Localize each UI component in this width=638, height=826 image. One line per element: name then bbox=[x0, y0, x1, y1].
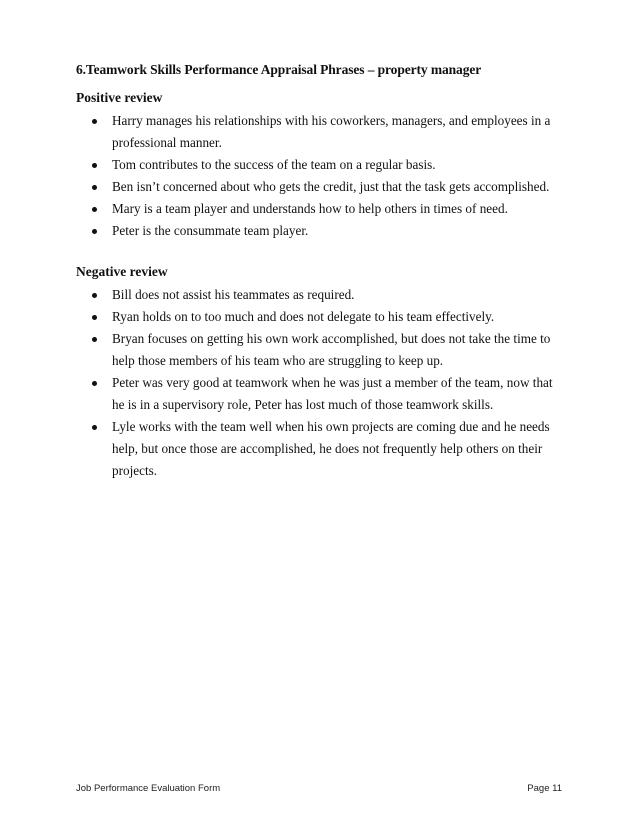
list-item-text: Peter is the consummate team player. bbox=[112, 223, 309, 238]
footer-form-title: Job Performance Evaluation Form bbox=[76, 783, 221, 794]
bullet-icon bbox=[92, 229, 97, 234]
list-item-text: Mary is a team player and understands how to help others in times of need. bbox=[112, 201, 508, 216]
list-item bbox=[92, 110, 562, 154]
positive-review-list bbox=[92, 110, 562, 242]
list-item-text: Peter was very good at teamwork when he was just a member of the team, now that he is in a supervisory role, Peter has lost much of those teamwork skills. bbox=[112, 375, 553, 412]
list-item bbox=[92, 154, 562, 176]
page-heading: 6.Teamwork Skills Performance Appraisal Phrases – property manager bbox=[76, 62, 482, 77]
bullet-icon bbox=[92, 425, 97, 430]
bullet-icon bbox=[92, 315, 97, 320]
list-item bbox=[92, 306, 562, 328]
list-item bbox=[92, 328, 562, 372]
list-item bbox=[92, 198, 562, 220]
list-item-text: Ryan holds on to too much and does not delegate to his team effectively. bbox=[112, 309, 495, 324]
bullet-icon bbox=[92, 207, 97, 212]
list-item bbox=[92, 416, 562, 482]
list-item-text: Bill does not assist his teammates as required. bbox=[112, 287, 355, 302]
list-item-text: Lyle works with the team well when his own projects are coming due and he needs help, but once those are accomplished, he does not frequently help others on their projects. bbox=[112, 419, 550, 478]
list-item bbox=[92, 284, 562, 306]
bullet-icon bbox=[92, 119, 97, 124]
footer-page-number: Page 11 bbox=[527, 783, 562, 794]
list-item-text: Bryan focuses on getting his own work accomplished, but does not take the time to help those members of his team who are struggling to keep up. bbox=[112, 331, 551, 368]
negative-review-list bbox=[92, 284, 562, 482]
bullet-icon bbox=[92, 293, 97, 298]
bullet-icon bbox=[92, 163, 97, 168]
bullet-icon bbox=[92, 381, 97, 386]
list-item-text: Tom contributes to the success of the team on a regular basis. bbox=[112, 157, 436, 172]
list-item bbox=[92, 372, 562, 416]
bullet-icon bbox=[92, 337, 97, 342]
list-item-text: Ben isn’t concerned about who gets the credit, just that the task gets accomplished. bbox=[112, 179, 550, 194]
list-item-text: Harry manages his relationships with his coworkers, managers, and employees in a professional manner. bbox=[112, 113, 551, 150]
negative-review-title: Negative review bbox=[76, 264, 168, 279]
bullet-icon bbox=[92, 185, 97, 190]
positive-review-title: Positive review bbox=[76, 90, 163, 105]
list-item bbox=[92, 176, 562, 198]
list-item bbox=[92, 220, 562, 242]
